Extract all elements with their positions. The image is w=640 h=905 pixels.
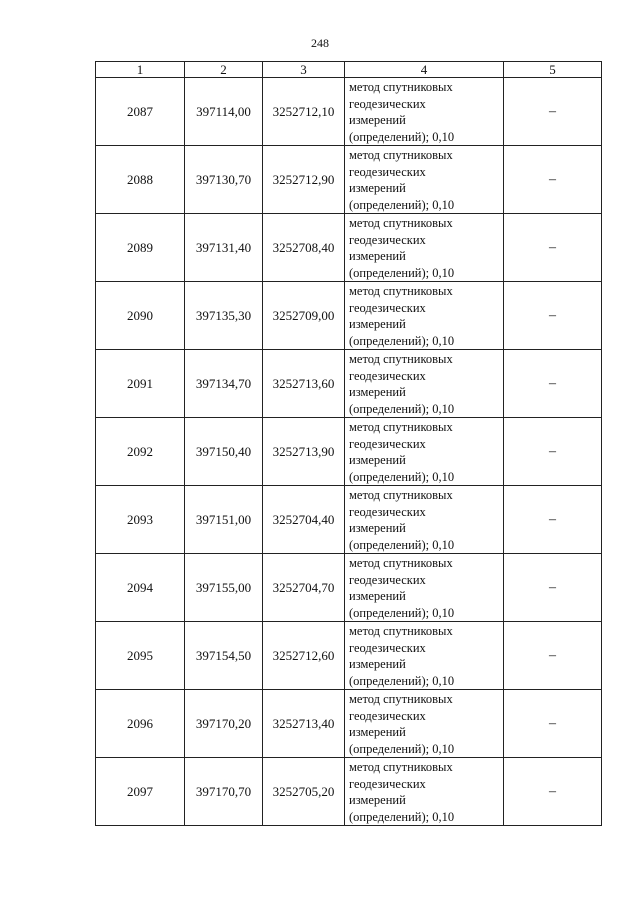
column-header-1: 1	[96, 62, 185, 78]
method-cell	[345, 78, 504, 146]
column-header-4: 4	[345, 62, 504, 78]
note-cell: –	[504, 78, 602, 146]
coordinate-y-cell: 3252712,90	[263, 146, 345, 214]
note-cell: –	[504, 486, 602, 554]
method-line: геодезических	[349, 640, 426, 655]
note-cell: –	[504, 690, 602, 758]
point-number-cell: 2094	[96, 554, 185, 622]
method-line: метод спутниковых	[349, 692, 453, 706]
method-line: метод спутниковых	[349, 284, 453, 298]
method-line: (определений); 0,10	[349, 469, 455, 484]
method-line: геодезических	[349, 164, 426, 179]
note-cell: –	[504, 214, 602, 282]
method-line: (определений); 0,10	[349, 673, 455, 688]
coordinate-x-cell: 397170,20	[185, 690, 263, 758]
method-line: геодезических	[349, 776, 426, 791]
method-line: метод спутниковых	[349, 760, 453, 774]
point-number-cell: 2096	[96, 690, 185, 758]
method-line: измерений	[349, 657, 406, 671]
method-line: (определений); 0,10	[349, 129, 455, 144]
method-line: (определений); 0,10	[349, 401, 455, 416]
point-number-cell: 2090	[96, 282, 185, 350]
method-cell	[345, 146, 504, 214]
method-line: геодезических	[349, 572, 426, 587]
method-line: измерений	[349, 589, 406, 603]
coordinates-table	[95, 61, 602, 826]
point-number-cell: 2087	[96, 78, 185, 146]
coordinate-x-cell: 397150,40	[185, 418, 263, 486]
method-line: (определений); 0,10	[349, 537, 455, 552]
note-cell: –	[504, 758, 602, 826]
point-number-cell: 2095	[96, 622, 185, 690]
method-line: метод спутниковых	[349, 624, 453, 638]
note-cell: –	[504, 146, 602, 214]
method-line: геодезических	[349, 300, 426, 315]
table-row	[96, 690, 602, 758]
method-line: (определений); 0,10	[349, 605, 455, 620]
coordinate-y-cell: 3252704,70	[263, 554, 345, 622]
method-line: геодезических	[349, 96, 426, 111]
method-cell	[345, 486, 504, 554]
method-line: (определений); 0,10	[349, 809, 455, 824]
point-number-cell: 2091	[96, 350, 185, 418]
method-line: измерений	[349, 249, 406, 263]
coordinate-y-cell: 3252713,90	[263, 418, 345, 486]
table-row	[96, 554, 602, 622]
method-cell	[345, 758, 504, 826]
coordinate-y-cell: 3252713,60	[263, 350, 345, 418]
table-row	[96, 282, 602, 350]
method-line: метод спутниковых	[349, 80, 453, 94]
method-line: измерений	[349, 453, 406, 467]
note-cell: –	[504, 418, 602, 486]
method-cell	[345, 282, 504, 350]
table-body	[96, 78, 602, 826]
coordinate-y-cell: 3252708,40	[263, 214, 345, 282]
coordinate-x-cell: 397114,00	[185, 78, 263, 146]
table-row	[96, 146, 602, 214]
method-line: геодезических	[349, 436, 426, 451]
method-line: метод спутниковых	[349, 488, 453, 502]
table-row	[96, 418, 602, 486]
page-number: 248	[311, 36, 329, 50]
table-header-row	[96, 62, 602, 78]
coordinate-x-cell: 397131,40	[185, 214, 263, 282]
coordinate-x-cell: 397170,70	[185, 758, 263, 826]
table-row	[96, 214, 602, 282]
coordinate-x-cell: 397151,00	[185, 486, 263, 554]
coordinate-y-cell: 3252713,40	[263, 690, 345, 758]
point-number-cell: 2088	[96, 146, 185, 214]
column-header-5: 5	[504, 62, 602, 78]
coordinate-x-cell: 397130,70	[185, 146, 263, 214]
note-cell: –	[504, 554, 602, 622]
method-line: измерений	[349, 521, 406, 535]
column-header-3: 3	[263, 62, 345, 78]
method-line: измерений	[349, 385, 406, 399]
coordinate-y-cell: 3252704,40	[263, 486, 345, 554]
note-cell: –	[504, 622, 602, 690]
table-row	[96, 350, 602, 418]
method-line: измерений	[349, 317, 406, 331]
point-number-cell: 2089	[96, 214, 185, 282]
column-header-2: 2	[185, 62, 263, 78]
method-line: геодезических	[349, 708, 426, 723]
coordinate-x-cell: 397134,70	[185, 350, 263, 418]
coordinate-x-cell: 397135,30	[185, 282, 263, 350]
method-line: метод спутниковых	[349, 148, 453, 162]
method-cell	[345, 690, 504, 758]
coordinate-x-cell: 397154,50	[185, 622, 263, 690]
point-number-cell: 2093	[96, 486, 185, 554]
table-row	[96, 78, 602, 146]
method-cell	[345, 554, 504, 622]
method-cell	[345, 418, 504, 486]
coordinate-y-cell: 3252705,20	[263, 758, 345, 826]
method-line: (определений); 0,10	[349, 197, 455, 212]
method-line: метод спутниковых	[349, 352, 453, 366]
method-line: геодезических	[349, 368, 426, 383]
method-line: геодезических	[349, 232, 426, 247]
table-row	[96, 486, 602, 554]
point-number-cell: 2097	[96, 758, 185, 826]
method-line: геодезических	[349, 504, 426, 519]
method-line: измерений	[349, 181, 406, 195]
table-row	[96, 758, 602, 826]
method-line: измерений	[349, 725, 406, 739]
method-line: (определений); 0,10	[349, 333, 455, 348]
method-cell	[345, 350, 504, 418]
method-line: метод спутниковых	[349, 420, 453, 434]
coordinate-x-cell: 397155,00	[185, 554, 263, 622]
method-cell	[345, 214, 504, 282]
coordinate-y-cell: 3252712,60	[263, 622, 345, 690]
note-cell: –	[504, 350, 602, 418]
coordinate-y-cell: 3252709,00	[263, 282, 345, 350]
note-cell: –	[504, 282, 602, 350]
method-line: метод спутниковых	[349, 556, 453, 570]
method-line: (определений); 0,10	[349, 741, 455, 756]
coordinate-y-cell: 3252712,10	[263, 78, 345, 146]
point-number-cell: 2092	[96, 418, 185, 486]
method-cell	[345, 622, 504, 690]
method-line: измерений	[349, 113, 406, 127]
method-line: (определений); 0,10	[349, 265, 455, 280]
table-row	[96, 622, 602, 690]
method-line: метод спутниковых	[349, 216, 453, 230]
method-line: измерений	[349, 793, 406, 807]
